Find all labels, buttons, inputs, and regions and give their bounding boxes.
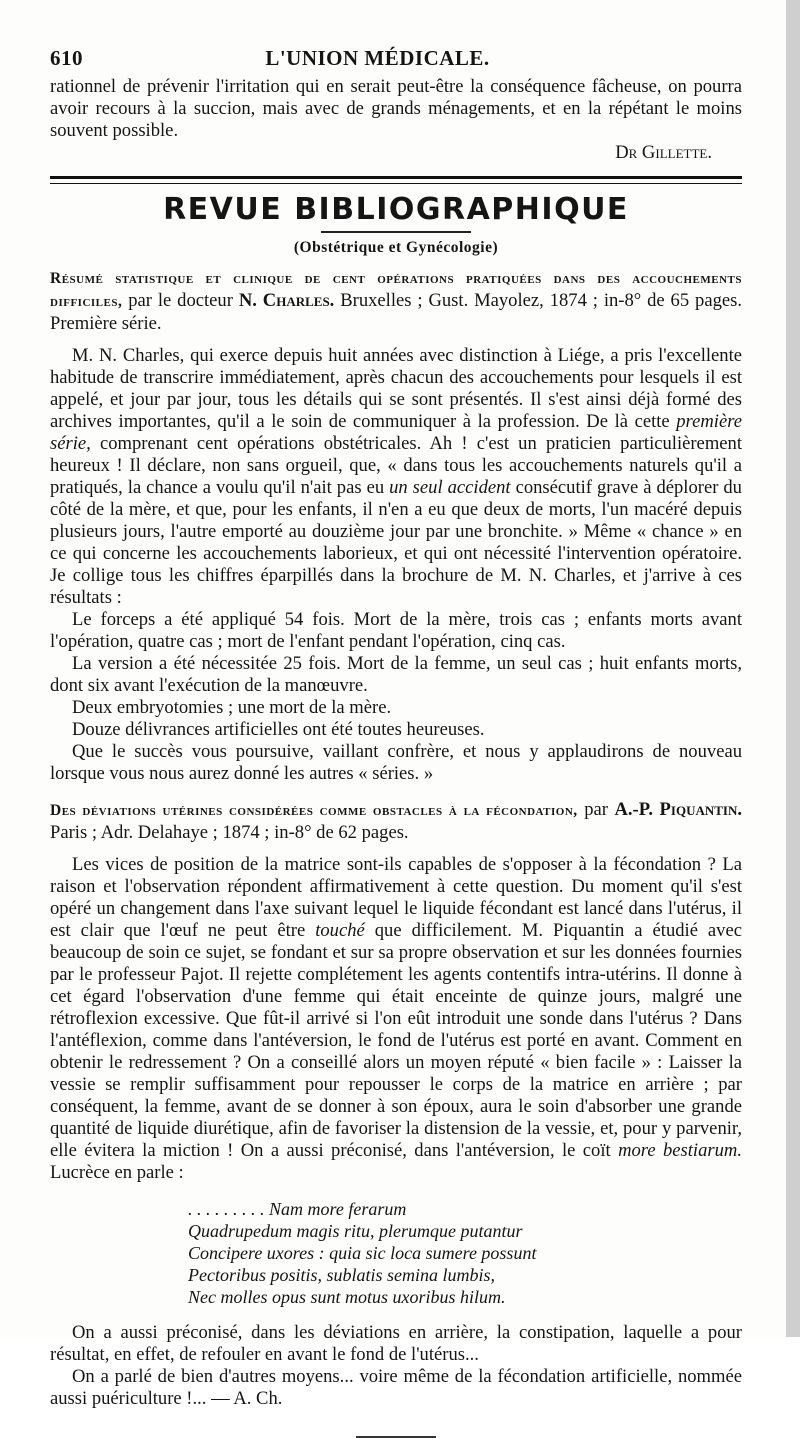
review2-paragraph xyxy=(50,854,742,1184)
running-header xyxy=(50,46,742,76)
page-gutter-shadow xyxy=(786,0,800,1337)
review1-closing: Que le succès vous poursuive, vaillant confrère, et nous y applaudirons de nouveau lorsque vous nous aurez donné les autres « séries. » xyxy=(50,741,742,784)
review1-em-1: première série, xyxy=(50,411,742,454)
review2-paragraph-3: On a parlé de bien d'autres moyens... voire même de la fécondation artificielle, nommée aussi puériculture !... — A. Ch. xyxy=(50,1366,742,1409)
verse-line: Pectoribus positis, sublatis semina lumbis, xyxy=(188,1265,496,1285)
review2-text-b: que difficilement. M. Piquantin a étudié avec beaucoup de soin ce sujet, se fondant et sur sa propre observation et sur les données fournies par le professeur Pajot. Il rejette complétement les agents contentifs intra-utérins. Il donne à cet égard l'observation d'une femme qui était enceinte de quinze jours, malgré une rétroflexion excessive. Que fût-il arrivé si l'on eût introduit une sonde dans l'utérus ? Dans l'antéflexion, comme dans l'antéversion, le fond de l'utérus est porté en avant. Comment en obtenir le redressement ? On a conseillé alors un moyen réputé « bien facile » : Laisser la vessie se remplir suffisamment pour repousser le corps de la matrice en arrière ; par conséquent, la femme, avant de se donner à son époux, aura le soin d'absorber une grande quantité de liquide diurétique, afin de favoriser la distension de la vessie, et, pour y parvenir, elle évitera la miction ! On a aussi préconisé, dans l'antéversion, le coït xyxy=(50,920,742,1161)
review1-text-c: consécutif grave à déplorer du côté de la mère, et que, pour les enfants, il n'en a eu que deux de morts, l'un macéré depuis plusieurs jours, l'autre emporté au douzième jour par une bronchite. » Même « chance » en ce qui concerne les accouchements laborieux, et qui ont nécessité l'intervention opératoire. Je collige tous les chiffres éparpillés dans la brochure de M. N. Charles, et j'arrive à ces résultats : xyxy=(50,477,742,608)
result-forceps: Le forceps a été appliqué 54 fois. Mort de la mère, trois cas ; enfants morts avant l'opération, quatre cas ; mort de l'enfant pendant l'opération, cinq cas. xyxy=(50,609,742,652)
section-title: REVUE BIBLIOGRAPHIQUE xyxy=(163,192,629,227)
verse-line: Concipere uxores : quia sic loca sumere possunt xyxy=(188,1243,537,1263)
review1-text-a: M. N. Charles, qui exerce depuis huit années avec distinction à Liége, a pris l'excellente habitude de transcrire immédiatement, après chacun des accouchements pour lesquels il est appelé, et jour par jour, tous les détails qui se sont présentés. Il s'est ainsi déjà formé des archives importantes, qu'il a le soin de communiquer à la profession. De là cette xyxy=(50,345,742,432)
verse-line: . . . . . . . . . Nam more ferarum xyxy=(188,1199,407,1219)
review1-paragraph xyxy=(50,345,742,609)
review2-paragraph-2: On a aussi préconisé, dans les déviations en arrière, la constipation, laquelle a pour résultat, en effet, de refouler en avant le fond de l'utérus... xyxy=(50,1322,742,1365)
review1-em-2: un seul accident xyxy=(389,477,511,498)
page-number: 610 xyxy=(50,46,83,70)
intro-author: Dr Gillette. xyxy=(615,142,712,163)
result-delivrances: Douze délivrances artificielles ont été toutes heureuses. xyxy=(72,719,485,740)
review1-ref-by: par le docteur xyxy=(122,290,239,311)
review2-ref-pub: Paris ; Adr. Delahaye ; 1874 ; in-8° de 62 pages. xyxy=(50,822,409,843)
review1-ref-author: N. Charles. xyxy=(238,290,335,311)
review1-ref-pub: Bruxelles ; Gust. Mayolez, 1874 ; in-8° de 65 pages. Première série. xyxy=(50,290,743,334)
section-divider xyxy=(50,176,742,184)
verse-line: Quadrupedum magis ritu, plerumque putantur xyxy=(188,1221,523,1241)
verse-line: Nec molles opus sunt motus uxoribus hilum. xyxy=(188,1287,506,1307)
review2-em-2: more bestiarum. xyxy=(618,1140,742,1161)
review2-text-c: Lucrèce en parle : xyxy=(50,1162,184,1183)
review1-reference xyxy=(50,267,742,335)
result-version: La version a été nécessitée 25 fois. Mort de la femme, un seul cas ; huit enfants morts, dont six avant l'exécution de la manœuvre. xyxy=(50,653,742,696)
title-underline xyxy=(321,231,471,233)
review1-text-b: comprenant cent opérations obstétricales. Ah ! c'est un praticien particulièrement heureux ! Il déclare, non sans orgueil, que, « dans tous les accouchements naturels qu'il a pratiqués, la chance a voulu qu'il n'ait pas eu xyxy=(50,433,742,498)
review2-ref-title: Des déviations utérines considérées comme obstacles à la fécondation, xyxy=(50,802,578,819)
review2-reference xyxy=(50,799,742,844)
review2-text-a: Les vices de position de la matrice sont-ils capables de s'opposer à la fécondation ? La raison et l'observation répondent affirmativement à cette question. Du moment qu'il s'est opéré un changement dans l'axe suivant lequel le liquide fécondant est lancé dans l'utérus, il est clair que l'œuf ne peut être xyxy=(50,854,742,941)
result-embryotomies: Deux embryotomies ; une mort de la mère. xyxy=(72,697,392,718)
lucretius-quote xyxy=(188,1198,742,1308)
review1-ref-title: Résumé statistique et clinique de cent opérations pratiquées dans des accouchements difficiles, xyxy=(50,270,742,310)
intro-text: rationnel de prévenir l'irritation qui en serait peut-être la conséquence fâcheuse, on pourra avoir recours à la succion, mais avec de grands ménagements, et en la répétant le moins souvent possible. xyxy=(50,76,742,141)
journal-title: L'UNION MÉDICALE. xyxy=(265,46,490,70)
review2-em-1: touché xyxy=(315,920,365,941)
review2-ref-by: par xyxy=(577,799,615,820)
review2-ref-author: A.-P. Piquantin. xyxy=(614,799,742,820)
intro-signature-line xyxy=(50,142,742,164)
section-subtitle: (Obstétrique et Gynécologie) xyxy=(293,239,499,256)
intro-paragraph xyxy=(50,76,742,142)
